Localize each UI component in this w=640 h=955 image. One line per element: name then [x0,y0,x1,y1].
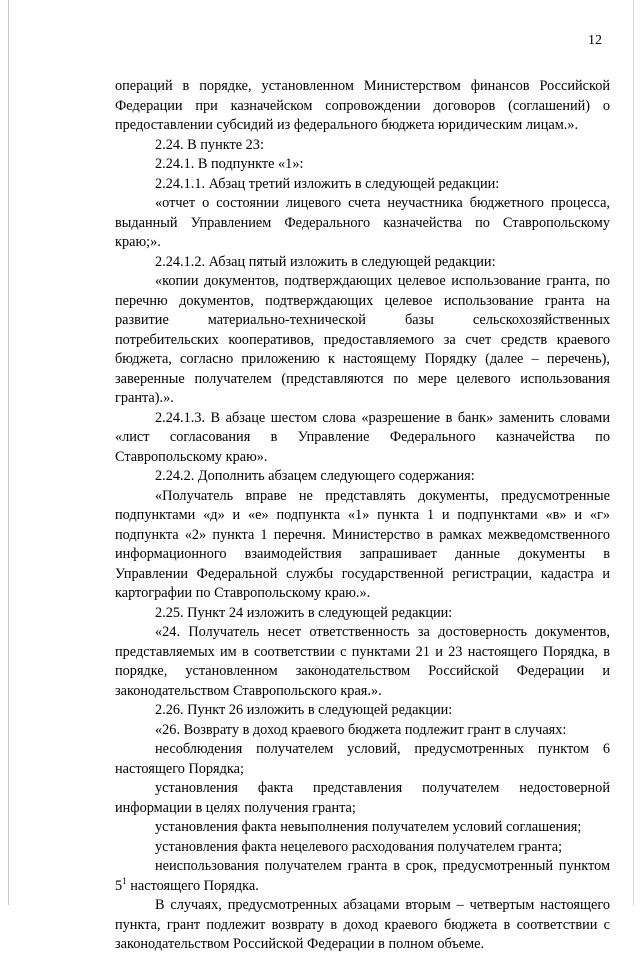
paragraph-continuation: операций в порядке, установленном Министерством финансов Российской Федерации при казначейском сопровождении договоров (соглашений) о предоставлении субсидий из федерального бюджета юридическим лицам.». [115,78,610,133]
scan-edge-right [633,0,634,905]
page-number: 12 [588,33,602,48]
paragraph-2-25: 2.25. Пункт 24 изложить в следующей редакции: [155,604,453,621]
paragraph-quote-26: «26. Возврату в доход краевого бюджета подлежит грант в случаях: [155,721,567,738]
paragraph-final: В случаях, предусмотренных абзацами вторым – четвертым настоящего пункта, грант подлежит возврату в доход краевого бюджета в соответствии с законодательством Российской Федерации в полном объеме. [115,897,610,952]
paragraph-case-3: установления факта невыполнения получателем условий соглашения; [155,819,582,835]
paragraph-2-26: 2.26. Пункт 26 изложить в следующей редакции: [155,702,453,718]
paragraph-quote-recipient: «Получатель вправе не представлять документы, предусмотренные подпунктами «д» и «е» подпункта «1» пункта 1 и подпунктами «в» и «г» подпункта «2» пункта 1 перечня. Министерство в рамках межведомственного информационного взаимодействия запрашивает данные документы в Управлении Федеральной службы государственной регистрации, кадастра и картографии по Ставропольскому краю.». [115,487,610,601]
paragraph-case-1: несоблюдения получателем условий, предусмотренных пунктом 6 настоящего Порядка; [115,741,610,777]
paragraph-2-24-2: 2.24.2. Дополнить абзацем следующего содержания: [155,468,475,484]
paragraph-2-24-1-2: 2.24.1.2. Абзац пятый изложить в следующей редакции: [155,253,496,270]
paragraph-2-24: 2.24. В пункте 23: [155,136,264,153]
case-5-text-before: неиспользования получателем гранта в срок, предусмотренный пунктом 5 [115,858,610,894]
paragraph-case-2: установления факта представления получателем недостоверной информации в целях получения гранта; [115,780,610,816]
paragraph-quote-24: «24. Получатель несет ответственность за достоверность документов, представляемых им в соответствии с пунктами 21 и 23 настоящего Порядка, в порядке, установленном законодательством Российской Федерации и законодательством Ставропольского края.». [115,624,610,699]
paragraph-2-24-1-1: 2.24.1.1. Абзац третий изложить в следующей редакции: [155,175,500,192]
paragraph-case-5 [115,857,610,896]
paragraph-quote-copies: «копии документов, подтверждающих целевое использование гранта, по перечню документов, подтверждающих целевое использование гранта на развитие материально-технической базы сельскохозяйственных потребительских кооперативов, предоставляемого за счет средств краевого бюджета, согласно приложению к настоящему Порядку (далее – перечень), заверенные получателем (представляются по мере целевого использования гранта).». [115,273,610,406]
paragraph-2-24-1: 2.24.1. В подпункте «1»: [155,156,304,172]
case-5-text-after: настоящего Порядка. [126,877,259,894]
paragraph-quote-report: «отчет о состоянии лицевого счета неучастника бюджетного процесса, выданный Управлением Федерального казначейства по Ставропольскому краю;». [115,195,610,250]
paragraph-case-4: установления факта нецелевого расходования получателем гранта; [155,838,563,855]
scan-edge-left [8,0,9,905]
paragraph-2-24-1-3: 2.24.1.3. В абзаце шестом слова «разрешение в банк» заменить словами «лист согласования в Управление Федерального казначейства по Ставропольскому краю». [115,409,610,465]
document-body [115,77,610,955]
case-5-superscript: 1 [122,875,127,886]
